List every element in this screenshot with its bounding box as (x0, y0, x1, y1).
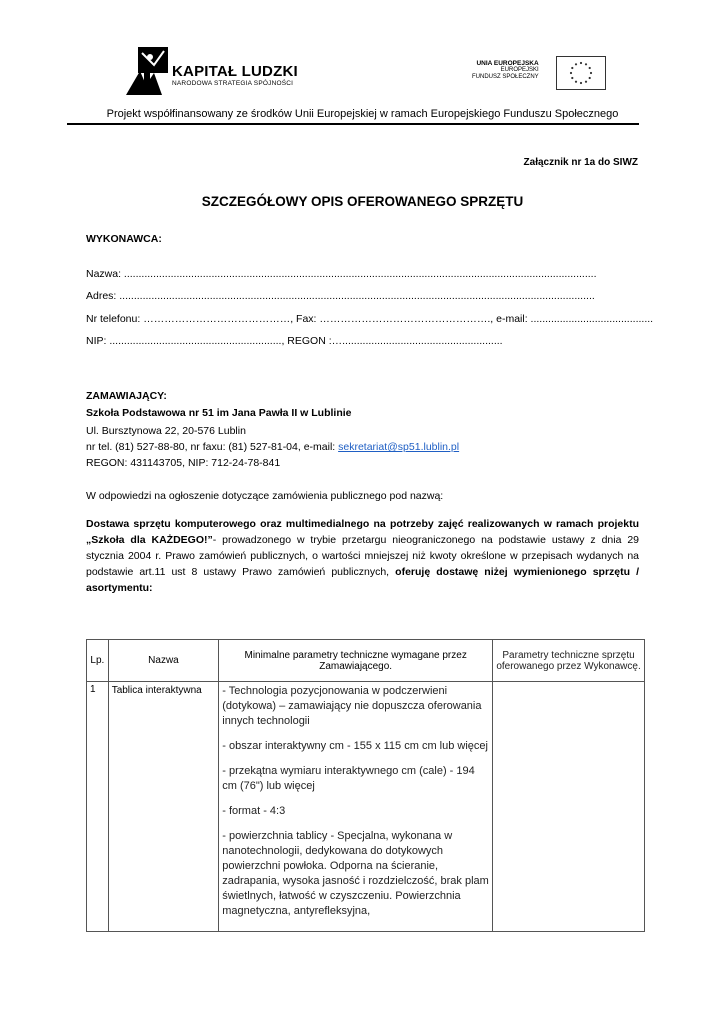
contractor-name-field: Nazwa: .................................................................................................................................................................. (86, 268, 597, 280)
client-contact-text: nr tel. (81) 527-88-80, nr faxu: (81) 527-81-04, e-mail: (86, 441, 339, 453)
param-surface: - powierzchnia tablicy - Specjalna, wykonana w nanotechnologii, dedykowana do dotykowych powierzchni powłoka. Odporna na ścieranie, zadrapania, wysoka jasność i rozdzielczość, brak plam świetlnych, łatwość w czyszczeniu. Powierzchnia magnetyczna, antyrefleksyjna, (222, 830, 489, 917)
client-email-link[interactable]: sekretariat@sp51.lublin.pl (338, 441, 460, 453)
contractor-address-field: Adres: ................................................................................................................................................................... (86, 290, 595, 302)
intro-text: W odpowiedzi na ogłoszenie dotyczące zamówienia publicznego pod nazwą: (86, 490, 444, 502)
tender-basis-text: - prowadzonego w trybie przetargu nieograniczonego na podstawie ustawy z dnia 29 stycznia 2004 r. Prawo zamówień publicznych, o wartości mniejszej niż kwoty określone w przepisach wydanych na podstawie art.11 ust 8 ustawy Prawo zamówień publicznych, (86, 534, 639, 578)
project-name: Dostawa sprzętu komputerowego oraz multimedialnego na potrzeby zajęć realizowanych w ramach projektu „Szkoła dla KAŻDEGO!” (86, 518, 639, 546)
eu-text-block (472, 60, 539, 81)
eu-flag-icon (556, 56, 606, 90)
kapital-ludzki-emblem-icon (124, 45, 170, 101)
client-address: Ul. Bursztynowa 22, 20-576 Lublin (86, 425, 246, 437)
document-title: SZCZEGÓŁOWY OPIS OFEROWANEGO SPRZĘTU (201, 194, 524, 209)
client-contact (86, 441, 459, 453)
param-interactive-area: - obszar interaktywny cm - 155 x 115 cm cm lub więcej (222, 740, 488, 752)
client-name: Szkoła Podstawowa nr 51 im Jana Pawła II w Lublinie (86, 407, 352, 419)
column-header-name: Nazwa (108, 640, 219, 682)
column-header-min-params: Minimalne parametry techniczne wymagane przez Zamawiającego. (219, 640, 493, 682)
eu-title: UNIA EUROPEJSKA (476, 60, 539, 67)
eu-line-2: FUNDUSZ SPOŁECZNY (472, 74, 539, 80)
offered-params-cell[interactable] (493, 682, 645, 932)
min-params-cell (219, 682, 493, 932)
logo-subtitle: NARODOWA STRATEGIA SPÓJNOŚCI (172, 80, 294, 87)
project-cofinancing-note: Projekt współfinansowany ze środków Unii Europejskiej w ramach Europejskiego Funduszu Społecznego (106, 108, 619, 120)
column-header-lp: Lp. (87, 640, 109, 682)
tender-description (86, 516, 639, 596)
param-technology: - Technologia pozycjonowania w podczerwieni (dotykowa) – zamawiający nie dopuszcza oferowania innych technologii (222, 685, 482, 727)
header-divider (67, 123, 639, 125)
param-diagonal: - przekątna wymiaru interaktywnego cm (cale) - 194 cm (76") lub więcej (222, 765, 475, 792)
table-row (87, 682, 645, 932)
eu-line-1: EUROPEJSKI (500, 67, 539, 73)
client-heading: ZAMAWIAJĄCY: (86, 390, 167, 402)
param-format: - format - 4:3 (222, 805, 286, 817)
attachment-label: Załącznik nr 1a do SIWZ (523, 157, 638, 168)
contractor-contact-field: Nr telefonu: ……………………………………, Fax: …………………………………………., e-mail: .......................................... (86, 313, 654, 325)
contractor-heading: WYKONAWCA: (86, 233, 162, 245)
item-name: Tablica interaktywna (108, 682, 219, 932)
column-header-offered-params: Parametry techniczne sprzętu oferowanego przez Wykonawcę. (493, 640, 645, 682)
contractor-nip-field: NIP: ..........................................................., REGON :…....................................................... (86, 335, 503, 347)
offer-statement: oferuję dostawę niżej wymienionego sprzętu / asortymentu: (86, 566, 640, 594)
client-regon: REGON: 431143705, NIP: 712-24-78-841 (86, 457, 281, 469)
logo-title: KAPITAŁ LUDZKI (172, 63, 298, 80)
row-number: 1 (87, 682, 109, 932)
table-header-row (87, 640, 645, 682)
spec-table (86, 639, 645, 932)
